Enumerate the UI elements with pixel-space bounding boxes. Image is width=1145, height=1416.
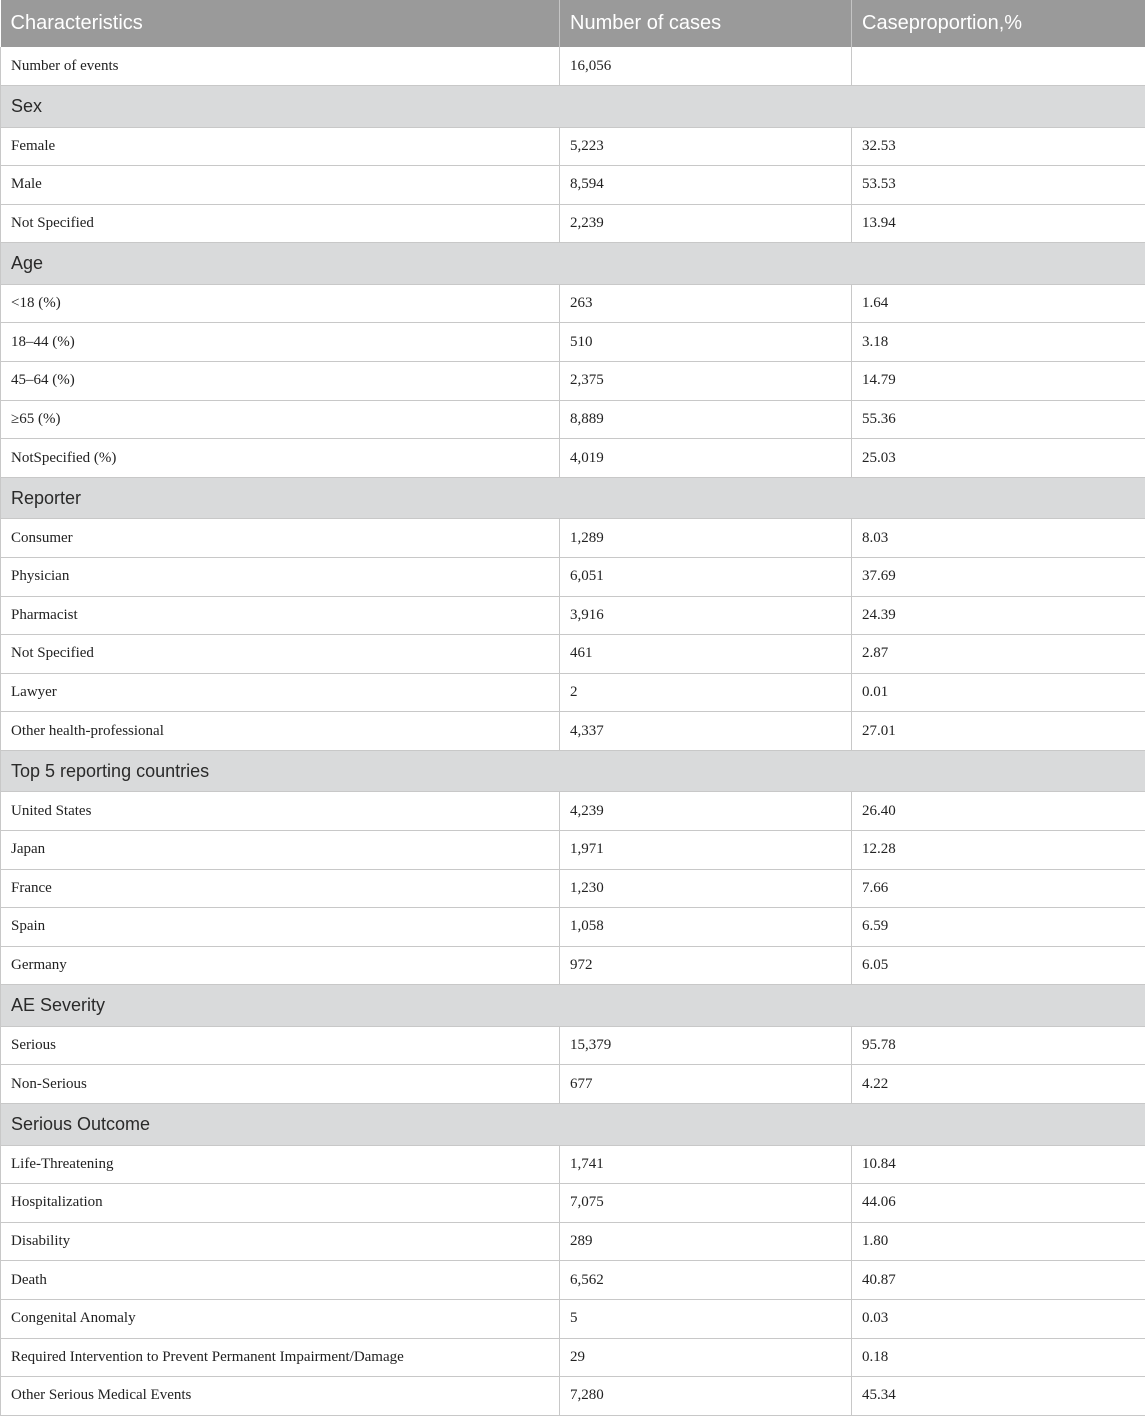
cell-case-proportion: 3.18 [852, 323, 1145, 362]
cell-number-of-cases: 1,289 [560, 519, 852, 558]
cell-case-proportion: 0.03 [852, 1299, 1145, 1338]
section-row [1, 86, 1145, 128]
cell-characteristic: <18 (%) [1, 284, 560, 323]
cell-characteristic: Lawyer [1, 673, 560, 712]
cell-number-of-cases: 1,741 [560, 1145, 852, 1184]
cell-number-of-cases: 8,889 [560, 400, 852, 439]
cell-case-proportion: 25.03 [852, 439, 1145, 478]
cell-case-proportion: 32.53 [852, 127, 1145, 166]
cell-characteristic: Other health-professional [1, 712, 560, 751]
cell-characteristic: Japan [1, 831, 560, 870]
cell-number-of-cases: 7,280 [560, 1377, 852, 1416]
table-row [1, 1338, 1145, 1377]
table-body [1, 47, 1145, 1415]
cell-case-proportion: 12.28 [852, 831, 1145, 870]
table-row [1, 635, 1145, 674]
table-row [1, 596, 1145, 635]
cell-case-proportion [852, 47, 1145, 86]
cell-characteristic: Life-Threatening [1, 1145, 560, 1184]
cell-number-of-cases: 510 [560, 323, 852, 362]
table-row [1, 712, 1145, 751]
table-row [1, 673, 1145, 712]
cell-case-proportion: 0.01 [852, 673, 1145, 712]
table-row [1, 831, 1145, 870]
cell-number-of-cases: 972 [560, 946, 852, 985]
cell-number-of-cases: 677 [560, 1065, 852, 1104]
table-row [1, 400, 1145, 439]
table-row [1, 908, 1145, 947]
cell-number-of-cases: 4,019 [560, 439, 852, 478]
cell-case-proportion: 27.01 [852, 712, 1145, 751]
cell-number-of-cases: 1,058 [560, 908, 852, 947]
cell-case-proportion: 7.66 [852, 869, 1145, 908]
section-row [1, 750, 1145, 792]
cell-number-of-cases: 3,916 [560, 596, 852, 635]
cell-number-of-cases: 5,223 [560, 127, 852, 166]
table-row [1, 557, 1145, 596]
cell-characteristic: Germany [1, 946, 560, 985]
cell-number-of-cases: 263 [560, 284, 852, 323]
table-row [1, 323, 1145, 362]
cell-case-proportion: 44.06 [852, 1184, 1145, 1223]
header-characteristics: Characteristics [1, 0, 560, 47]
cell-characteristic: 45–64 (%) [1, 362, 560, 401]
section-row [1, 1104, 1145, 1146]
cell-number-of-cases: 4,337 [560, 712, 852, 751]
cell-number-of-cases: 6,051 [560, 557, 852, 596]
table-row [1, 284, 1145, 323]
cell-number-of-cases: 16,056 [560, 47, 852, 86]
cell-characteristic: Male [1, 166, 560, 205]
cell-characteristic: Physician [1, 557, 560, 596]
cell-characteristic: Disability [1, 1222, 560, 1261]
cell-characteristic: NotSpecified (%) [1, 439, 560, 478]
table-row [1, 1026, 1145, 1065]
cell-characteristic: 18–44 (%) [1, 323, 560, 362]
section-row [1, 243, 1145, 285]
cell-case-proportion: 6.59 [852, 908, 1145, 947]
cell-characteristic: Required Intervention to Prevent Permanent Impairment/Damage [1, 1338, 560, 1377]
cell-characteristic: France [1, 869, 560, 908]
cell-case-proportion: 2.87 [852, 635, 1145, 674]
cell-characteristic: Congenital Anomaly [1, 1299, 560, 1338]
table-row [1, 1261, 1145, 1300]
cell-number-of-cases: 2 [560, 673, 852, 712]
cell-number-of-cases: 461 [560, 635, 852, 674]
table-row [1, 1299, 1145, 1338]
table-row [1, 1377, 1145, 1416]
table-row [1, 869, 1145, 908]
section-label: Age [1, 243, 1145, 285]
cell-characteristic: Other Serious Medical Events [1, 1377, 560, 1416]
table-row [1, 1222, 1145, 1261]
cell-characteristic: Female [1, 127, 560, 166]
cell-number-of-cases: 1,971 [560, 831, 852, 870]
cell-case-proportion: 6.05 [852, 946, 1145, 985]
cell-characteristic: Serious [1, 1026, 560, 1065]
cell-case-proportion: 26.40 [852, 792, 1145, 831]
section-label: AE Severity [1, 985, 1145, 1027]
cell-number-of-cases: 15,379 [560, 1026, 852, 1065]
table-row [1, 127, 1145, 166]
cell-number-of-cases: 2,375 [560, 362, 852, 401]
header-number-of-cases: Number of cases [560, 0, 852, 47]
section-row [1, 477, 1145, 519]
table-row [1, 166, 1145, 205]
table-row [1, 1184, 1145, 1223]
cell-characteristic: Not Specified [1, 204, 560, 243]
table-row [1, 792, 1145, 831]
cell-number-of-cases: 6,562 [560, 1261, 852, 1300]
cell-case-proportion: 1.64 [852, 284, 1145, 323]
cell-case-proportion: 4.22 [852, 1065, 1145, 1104]
section-label: Sex [1, 86, 1145, 128]
table-row [1, 519, 1145, 558]
cell-number-of-cases: 289 [560, 1222, 852, 1261]
cell-characteristic: Number of events [1, 47, 560, 86]
cell-characteristic: ≥65 (%) [1, 400, 560, 439]
cell-case-proportion: 55.36 [852, 400, 1145, 439]
cell-case-proportion: 24.39 [852, 596, 1145, 635]
section-label: Reporter [1, 477, 1145, 519]
cell-number-of-cases: 4,239 [560, 792, 852, 831]
cell-characteristic: United States [1, 792, 560, 831]
cell-number-of-cases: 7,075 [560, 1184, 852, 1223]
header-case-proportion: Caseproportion,% [852, 0, 1145, 47]
cell-characteristic: Pharmacist [1, 596, 560, 635]
table-row [1, 204, 1145, 243]
cell-number-of-cases: 1,230 [560, 869, 852, 908]
table-row [1, 1145, 1145, 1184]
cell-case-proportion: 45.34 [852, 1377, 1145, 1416]
cell-case-proportion: 14.79 [852, 362, 1145, 401]
table-row [1, 1065, 1145, 1104]
cell-characteristic: Hospitalization [1, 1184, 560, 1223]
cell-characteristic: Death [1, 1261, 560, 1300]
cell-case-proportion: 0.18 [852, 1338, 1145, 1377]
cell-case-proportion: 40.87 [852, 1261, 1145, 1300]
cell-characteristic: Consumer [1, 519, 560, 558]
cell-case-proportion: 37.69 [852, 557, 1145, 596]
cell-case-proportion: 8.03 [852, 519, 1145, 558]
table-row [1, 946, 1145, 985]
table-row [1, 362, 1145, 401]
table-row [1, 439, 1145, 478]
cell-number-of-cases: 29 [560, 1338, 852, 1377]
section-label: Top 5 reporting countries [1, 750, 1145, 792]
table-header-row [1, 0, 1145, 47]
cell-case-proportion: 10.84 [852, 1145, 1145, 1184]
section-row [1, 985, 1145, 1027]
cell-case-proportion: 13.94 [852, 204, 1145, 243]
cell-case-proportion: 53.53 [852, 166, 1145, 205]
cell-number-of-cases: 8,594 [560, 166, 852, 205]
cell-number-of-cases: 2,239 [560, 204, 852, 243]
cell-case-proportion: 95.78 [852, 1026, 1145, 1065]
table-row [1, 47, 1145, 86]
cell-characteristic: Non-Serious [1, 1065, 560, 1104]
section-label: Serious Outcome [1, 1104, 1145, 1146]
cell-characteristic: Not Specified [1, 635, 560, 674]
cell-case-proportion: 1.80 [852, 1222, 1145, 1261]
cell-number-of-cases: 5 [560, 1299, 852, 1338]
cell-characteristic: Spain [1, 908, 560, 947]
